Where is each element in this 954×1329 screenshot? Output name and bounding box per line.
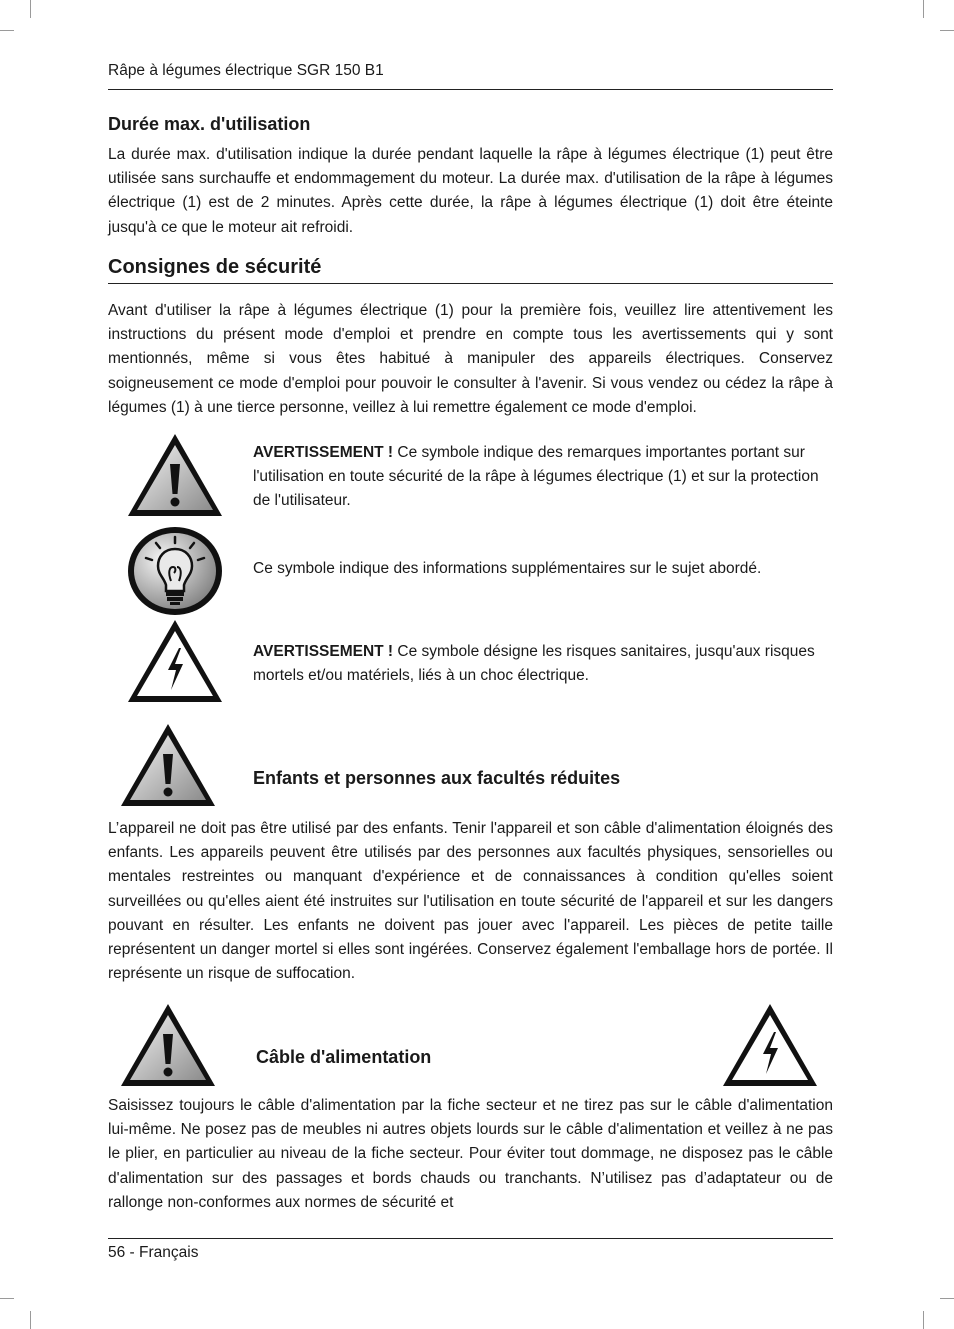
section-title-cable: Câble d'alimentation (256, 1047, 432, 1067)
warning-triangle-icon (119, 1002, 217, 1088)
warning-label: AVERTISSEMENT ! (253, 643, 394, 660)
crop-mark (30, 0, 31, 18)
crop-mark (0, 1298, 14, 1299)
crop-mark (923, 0, 924, 18)
warning-triangle-icon (126, 432, 224, 518)
symbol-note-warning: AVERTISSEMENT ! Ce symbole indique des remarques importantes portant sur l'utilisation en toute sécurité de la râpe à légumes électrique (1) et sur la protection de l'utilisateur. (253, 444, 819, 510)
header-title: Râpe à légumes électrique SGR 150 B1 (108, 62, 384, 79)
footer-language: Français (139, 1244, 199, 1261)
paragraph-enfants: L’appareil ne doit pas être utilisé par des enfants. Tenir l'appareil et son câble d'alimentation éloignés des enfants. Les appareils peuvent être utilisés par des personnes aux facultés physiques, sensorielles ou mentales restreintes ou manquant d'expérience et de connaissances à condition qu'elles soient surveillées ou qu'elles aient été instruites sur l'utilisation en toute sécurité de l'appareil et sur les dangers pouvant en résulter. Les enfants ne doivent pas jouer avec l'appareil. Les pièces de petite taille représentent un danger mortel si elles sont ingérées. Conservez également l'emballage hors de portée. Il représente un risque de suffocation. (108, 820, 833, 983)
warning-triangle-icon (119, 722, 217, 808)
symbol-note-info: Ce symbole indique des informations supplémentaires sur le sujet abordé. (253, 560, 762, 577)
page-header (108, 62, 833, 90)
section-title-enfants: Enfants et personnes aux facultés réduites (253, 768, 621, 788)
paragraph-duree: La durée max. d'utilisation indique la durée pendant laquelle la râpe à légumes électrique (1) peut être utilisée sans surchauffe et endommagement du moteur. La durée max. d'utilisation de la râpe à légumes électrique (1) est de 2 minutes. Après cette durée, la râpe à légumes électrique (1) doit être éteinte jusqu'à ce que le moteur ait refroidi. (108, 146, 833, 236)
paragraph-consignes: Avant d'utiliser la râpe à légumes électrique (1) pour la première fois, veuillez lire attentivement les instructions du présent mode d'emploi et prendre en compte tous les avertissements qui y sont mentionnés, même si vous êtes habitué à manipuler des appareils électriques. Conservez soigneusement ce mode d'emploi pour pouvoir le consulter à l'avenir. Si vous vendez ou cédez la râpe à légumes (1) à une tierce personne, veillez à lui remettre également ce mode d'emploi. (108, 302, 833, 416)
page-number: 56 (108, 1244, 126, 1261)
symbol-note-electric: AVERTISSEMENT ! Ce symbole désigne les risques sanitaires, jusqu'aux risques mortels et/ou matériels, liés à un choc électrique. (253, 643, 815, 685)
crop-mark (30, 1311, 31, 1329)
page-footer: 56 - Français (108, 1238, 833, 1262)
lightbulb-icon (126, 525, 224, 617)
crop-mark (940, 30, 954, 31)
electric-hazard-icon (126, 618, 224, 704)
section-title-consignes: Consignes de sécurité (108, 256, 833, 284)
crop-mark (940, 1298, 954, 1299)
paragraph-cable: Saisissez toujours le câble d'alimentation par la fiche secteur et ne tirez pas sur le câble d'alimentation lui-même. Ne posez pas de meubles ni autres objets lourds sur le câble d'alimentation et veillez à ne pas le plier, en particulier au niveau de la fiche secteur. Pour éviter tout dommage, ne disposez pas le câble d'alimentation sur des passages et bords chauds ou tranchants. N’utilisez pas d’adaptateur ou de rallonge non-conformes aux normes de sécurité et (108, 1097, 833, 1211)
section-title-duree: Durée max. d'utilisation (108, 114, 311, 134)
electric-hazard-icon (721, 1002, 819, 1088)
crop-mark (923, 1311, 924, 1329)
warning-label: AVERTISSEMENT ! (253, 444, 394, 461)
crop-mark (0, 30, 14, 31)
